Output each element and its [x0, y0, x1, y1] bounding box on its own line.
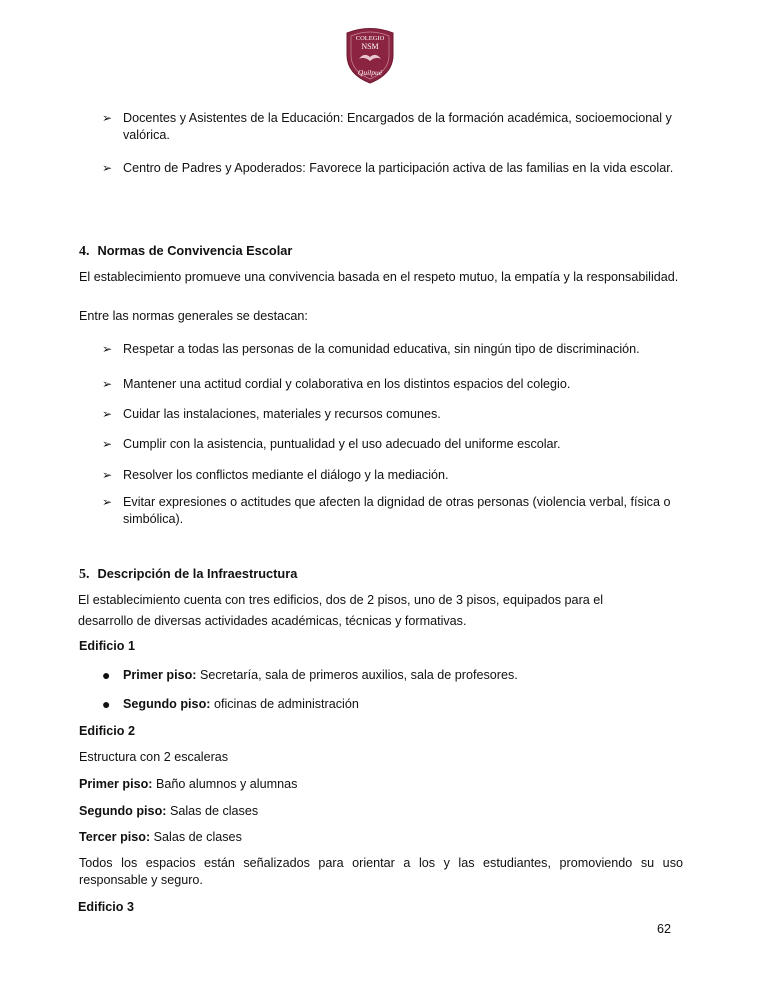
arrow-bullet-icon: ➢ [102, 437, 113, 451]
building-title: Edificio 3 [78, 900, 134, 914]
floor-line: Tercer piso: Salas de clases [79, 830, 242, 844]
list-item: ➢ Cumplir con la asistencia, puntualidad y el uso adecuado del uniforme escolar. [102, 437, 561, 451]
arrow-bullet-icon: ➢ [102, 407, 113, 421]
arrow-bullet-icon: ➢ [102, 377, 113, 391]
norms-lead-text: Entre las normas generales se destacan: [79, 309, 308, 323]
list-item: ➢ Evitar expresiones o actitudes que afecten la dignidad de otras personas (violencia verbal, física o simbólica). [102, 495, 671, 526]
floor-line: Primer piso: Baño alumnos y alumnas [79, 777, 298, 791]
building-title: Edificio 2 [79, 724, 135, 738]
list-item: ● Segundo piso: oficinas de administración [102, 696, 359, 712]
building-title: Edificio 1 [79, 639, 135, 653]
list-item: ➢ Cuidar las instalaciones, materiales y recursos comunes. [102, 407, 441, 421]
arrow-bullet-icon: ➢ [102, 495, 113, 509]
section-heading: 4. Normas de Convivencia Escolar [79, 243, 293, 259]
closing-paragraph: Todos los espacios están señalizados para orientar a los y las estudiantes, promoviendo su uso responsable y seguro. [79, 856, 683, 887]
section-intro-paragraph: El establecimiento promueve una convivencia basada en el respeto mutuo, la empatía y la responsabilidad. [79, 270, 679, 284]
infra-intro-line: desarrollo de diversas actividades académicas, técnicas y formativas. [78, 614, 467, 628]
list-item: ➢ Respetar a todas las personas de la comunidad educativa, sin ningún tipo de discriminación. [102, 342, 640, 356]
arrow-bullet-icon: ➢ [102, 161, 113, 175]
school-crest-logo [341, 25, 399, 85]
floor-line: Segundo piso: Salas de clases [79, 804, 259, 818]
crest-text-quilpue: Quilpué [357, 68, 383, 77]
page-number: 62 [657, 922, 672, 936]
infra-intro-line: El establecimiento cuenta con tres edificios, dos de 2 pisos, uno de 3 pisos, equipados para el [78, 593, 604, 607]
list-item: ● Primer piso: Secretaría, sala de primeros auxilios, sala de profesores. [102, 667, 518, 683]
list-item: ➢ Resolver los conflictos mediante el diálogo y la mediación. [102, 468, 449, 482]
list-item: ➢ Mantener una actitud cordial y colaborativa en los distintos espacios del colegio. [102, 377, 571, 391]
dot-bullet-icon: ● [102, 696, 111, 712]
crest-text-nsm: NSM [361, 42, 379, 51]
list-item: ➢ Centro de Padres y Apoderados: Favorece la participación activa de las familias en la vida escolar. [102, 161, 674, 175]
building-description: Estructura con 2 escaleras [79, 750, 229, 764]
dot-bullet-icon: ● [102, 667, 111, 683]
list-item: ➢ Docentes y Asistentes de la Educación: Encargados de la formación académica, socioemocional y valórica. [102, 111, 672, 142]
arrow-bullet-icon: ➢ [102, 342, 113, 356]
arrow-bullet-icon: ➢ [102, 468, 113, 482]
crest-text-colegio: COLEGIO [355, 35, 385, 42]
section-heading: 5. Descripción de la Infraestructura [79, 566, 298, 582]
arrow-bullet-icon: ➢ [102, 111, 113, 125]
